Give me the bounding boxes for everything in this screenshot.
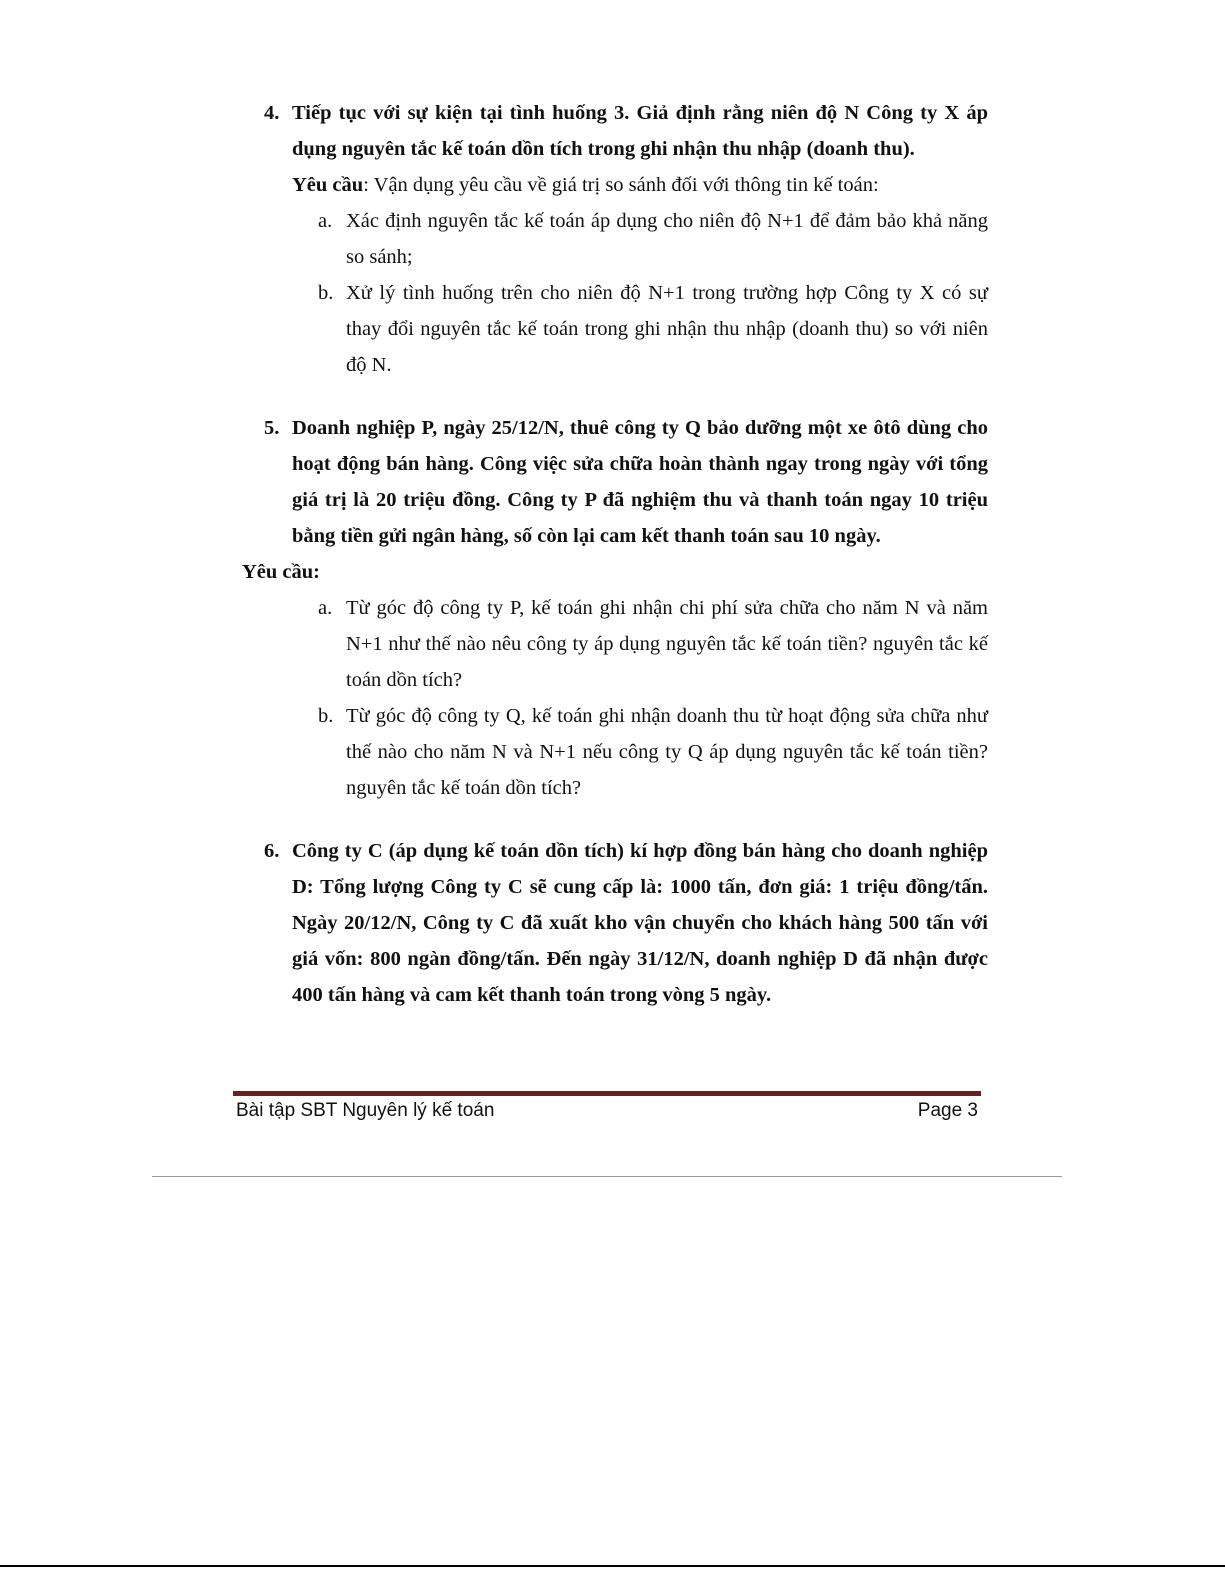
question-6 (264, 833, 988, 1013)
sub-item (318, 698, 988, 806)
footer-title: Bài tập SBT Nguyên lý kế toán (236, 1100, 495, 1121)
question-number: 6. (264, 840, 280, 862)
sub-item-label: a. (318, 210, 333, 232)
page-content (242, 95, 988, 1013)
sub-item (318, 203, 988, 275)
question-5 (264, 410, 988, 554)
requirement-label: Yêu cầu: (242, 561, 321, 583)
sub-item (318, 590, 988, 698)
question-number: 4. (264, 102, 280, 124)
sub-item-text: Xử lý tình huống trên cho niên độ N+1 trong trường hợp Công ty X có sự thay đổi nguyên tắc kế toán trong ghi nhận thu nhập (doanh thu) so với niên độ N. (346, 282, 988, 376)
question-4 (264, 95, 988, 167)
sub-item-text: Xác định nguyên tắc kế toán áp dụng cho niên độ N+1 để đảm bảo khả năng so sánh; (346, 210, 988, 268)
spacer (264, 383, 988, 410)
requirement-line (264, 167, 988, 203)
sub-item-label: b. (318, 705, 334, 727)
bottom-edge-line (0, 1565, 1225, 1567)
requirement-label: Yêu cầu (292, 174, 364, 196)
spacer (264, 806, 988, 833)
question-text: Doanh nghiệp P, ngày 25/12/N, thuê công ty Q bảo dưỡng một xe ôtô dùng cho hoạt động bán hàng. Công việc sửa chữa hoàn thành ngay trong ngày với tổng giá trị là 20 triệu đồng. Công ty P đã nghiệm thu và thanh toán ngay 10 triệu bằng tiền gửi ngân hàng, số còn lại cam kết thanh toán sau 10 ngày. (292, 417, 988, 547)
sub-item-label: a. (318, 597, 333, 619)
page-break-divider (152, 1176, 1062, 1177)
footer-rule (233, 1091, 981, 1096)
page-number: Page 3 (917, 1100, 978, 1121)
sub-item (318, 275, 988, 383)
question-number: 5. (264, 417, 280, 439)
sub-items-list (318, 590, 988, 806)
sub-item-text: Từ góc độ công ty P, kế toán ghi nhận chi phí sửa chữa cho năm N và năm N+1 như thế nào nêu công ty áp dụng nguyên tắc kế toán tiền? nguyên tắc kế toán dồn tích? (346, 597, 988, 691)
sub-item-label: b. (318, 282, 334, 304)
question-text: Công ty C (áp dụng kế toán dồn tích) kí hợp đồng bán hàng cho doanh nghiệp D: Tổng lượng Công ty C sẽ cung cấp là: 1000 tấn, đơn giá: 1 triệu đồng/tấn. Ngày 20/12/N, Công ty C đã xuất kho vận chuyển cho khách hàng 500 tấn với giá vốn: 800 ngàn đồng/tấn. Đến ngày 31/12/N, doanh nghiệp D đã nhận được 400 tấn hàng và cam kết thanh toán trong vòng 5 ngày. (292, 840, 988, 1006)
question-text: Tiếp tục với sự kiện tại tình huống 3. Giả định rằng niên độ N Công ty X áp dụng nguyên tắc kế toán dồn tích trong ghi nhận thu nhập (doanh thu). (292, 102, 988, 160)
requirement-text: : Vận dụng yêu cầu về giá trị so sánh đối với thông tin kế toán: (363, 174, 879, 196)
sub-items-list (318, 203, 988, 383)
sub-item-text: Từ góc độ công ty Q, kế toán ghi nhận doanh thu từ hoạt động sửa chữa như thế nào cho năm N và N+1 nếu công ty Q áp dụng nguyên tắc kế toán tiền? nguyên tắc kế toán dồn tích? (346, 705, 988, 799)
